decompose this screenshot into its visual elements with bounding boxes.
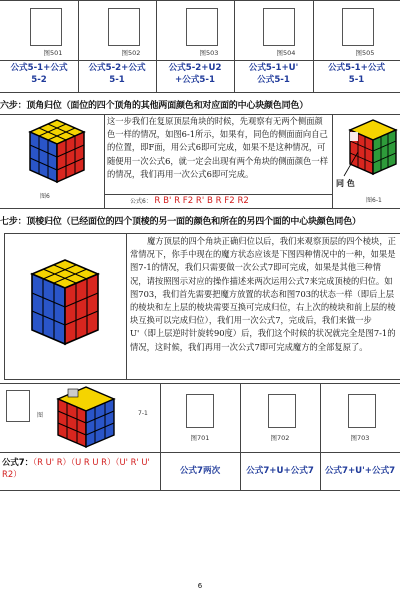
same-color-label: 同 色 xyxy=(336,179,355,188)
figure-caption: 图703 xyxy=(350,434,370,442)
formula-504: 公式5-1+U' 公式5-1 xyxy=(248,63,299,85)
figure-caption: 图502 xyxy=(121,49,141,57)
rubiks-cube-image xyxy=(28,118,86,184)
figure-504-thumb xyxy=(263,8,295,46)
figure-501-thumb xyxy=(30,8,62,46)
formula-505: 公式5-1+公式 5-1 xyxy=(327,63,386,85)
formula-503: 公式5-2+U2 +公式5-1 xyxy=(168,63,222,85)
figure-7-1-thumb xyxy=(6,390,30,422)
formula-502: 公式5-2+公式 5-1 xyxy=(88,63,146,85)
figure-caption: 图6 xyxy=(40,193,50,200)
rubiks-cube-image xyxy=(56,385,116,449)
figure-703-thumb xyxy=(348,394,376,428)
figure-502-thumb xyxy=(108,8,140,46)
formula-703: 公式7+U'+公式7 xyxy=(324,466,396,476)
figure-caption: 图701 xyxy=(190,434,210,442)
step6-formula: 公式6： R B' R F2 R' B R F2 R2 xyxy=(130,196,249,206)
step6-text: 这一步我们在复原顶层角块的时候，先观察有无两个侧面颜色一样的情况，如图6-1所示，如果有，同色的侧面面向自己的位置，即F面，用公式6即可完成，如果不是这种情况，可随便用一次公式6，就一定会出现有两个角块的侧面颜色一样的情况，我们再用一次公式6即可完成。 xyxy=(107,116,328,179)
figure-503-thumb xyxy=(186,8,218,46)
formula-702: 公式7+U+公式7 xyxy=(246,466,314,476)
figure-label: 7-1 xyxy=(138,410,148,417)
figure-caption: 图503 xyxy=(199,49,219,57)
figure-caption: 图702 xyxy=(270,434,290,442)
figure-701-thumb xyxy=(186,394,214,428)
rubiks-cube-image xyxy=(30,258,100,346)
step6-heading: 六步：顶角归位（面位的四个顶角的其他两面颜色和对应面的中心块颜色同色） xyxy=(0,101,309,111)
figure-caption: 图501 xyxy=(43,49,63,57)
formula-501: 公式5-1+公式 5-2 xyxy=(10,63,68,85)
figure-caption: 图504 xyxy=(276,49,296,57)
step7-text: 魔方顶层的四个角块正确归位以后，我们来观察顶层的四个棱块，正常情况下，你手中现在的魔方状态应该是下图四种情况中的一种，如果是图7-1的情况，我们只需要做一次公式7即可完成，如果是其他三种情况，请按照图示对应的操作描述来两次运用公式7来完成顶棱的归位。如图703，我们首先需要把魔方放置的状态和图703的状态一样（即后上层的棱块和左上层的棱块需要互换可完成归位，右上次的棱块和前上层的棱块互换可以完成归位），我们用一次公式7，完成后，我们来做一步U'（即上层逆时针旋转90度）后，我们这个时候的状况就完全是图7-1的情况，这时候，我们再用一次公式7即可完成魔方的全部复原了。 xyxy=(130,236,396,352)
page-number: 6 xyxy=(197,582,203,590)
figure-505-thumb xyxy=(342,8,374,46)
figure-label: 图 xyxy=(37,412,44,419)
pointer-line xyxy=(340,150,360,180)
formula-701: 公式7两次 xyxy=(179,466,221,476)
figure-702-thumb xyxy=(268,394,296,428)
figure-caption: 图6-1 xyxy=(366,197,382,204)
step7-heading: 七步：顶棱归位（已经面位的四个顶棱的另一面的颜色和所在的另四个面的中心块颜色同色） xyxy=(0,217,361,227)
figure-caption: 图505 xyxy=(355,49,375,57)
formula-7: 公式7：（R U' R）（U R U R）（U' R' U' R2） xyxy=(2,457,150,479)
